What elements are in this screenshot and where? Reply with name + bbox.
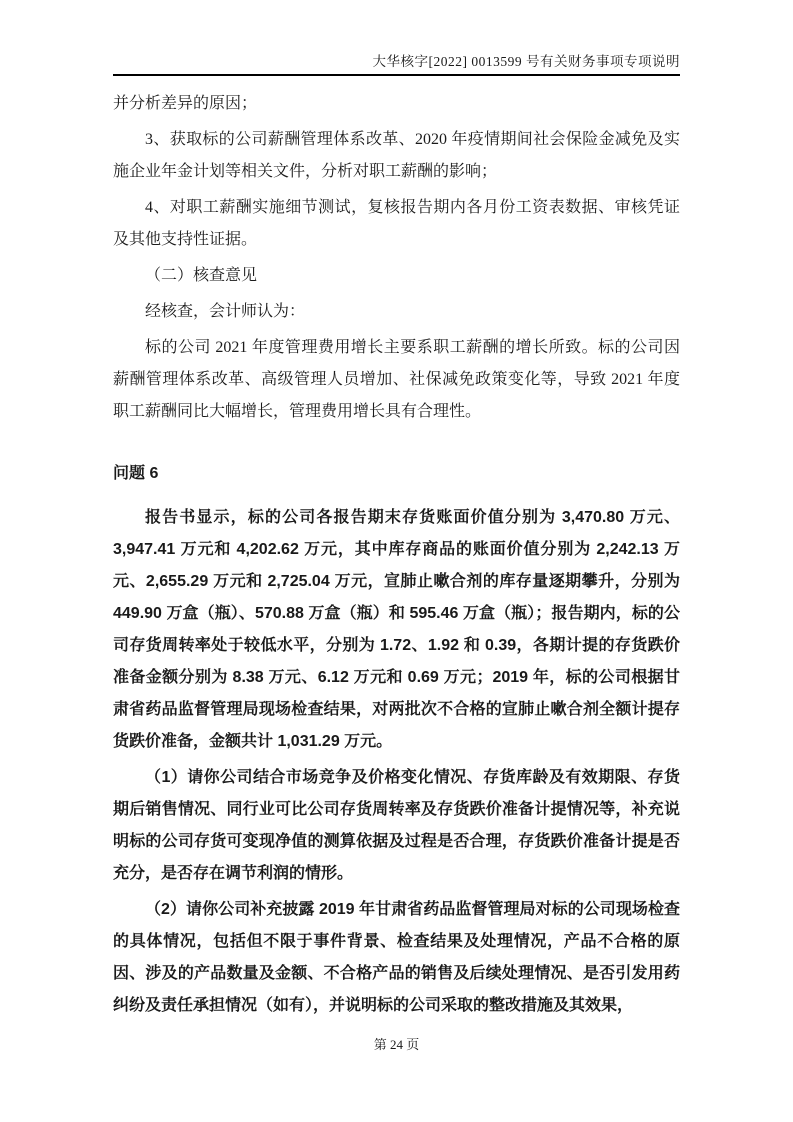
paragraph-procedure-3: 3、获取标的公司薪酬管理体系改革、2020 年疫情期间社会保险金减免及实施企业年金计划等相关文件，分析对职工薪酬的影响；	[113, 131, 680, 180]
paragraph-subsection-title: （二）核查意见	[145, 267, 258, 284]
paragraph-continuation: 并分析差异的原因；	[113, 95, 258, 112]
page-footer	[0, 1036, 793, 1054]
paragraph-question6-background: 报告书显示，标的公司各报告期末存货账面价值分别为 3,470.80 万元、3,947.41 万元和 4,202.62 万元，其中库存商品的账面价值分别为 2,242.13 万元、2,655.29 万元和 2,725.04 万元，宣肺止嗽合剂的库存量逐期攀升，分别为 449.90 万盒（瓶）、570.88 万盒（瓶）和 595.46 万盒（瓶）；报告期内，标的公司存货周转率处于较低水平，分别为 1.72、1.92 和 0.39，各期计提的存货跌价准备金额分别为 8.38 万元、6.12 万元和 0.69 万元；2019 年，标的公司根据甘肃省药品监督管理局现场检查结果，对两批次不合格的宣肺止嗽合剂全额计提存货跌价准备，金额共计 1,031.29 万元。	[113, 509, 680, 750]
header-rule	[113, 74, 680, 76]
page-header	[113, 53, 680, 76]
page-number: 第 24 页	[373, 1037, 420, 1052]
paragraph-opinion-lead: 经核查，会计师认为：	[145, 303, 306, 320]
paragraph-question6-item-2: （2）请你公司补充披露 2019 年甘肃省药品监督管理局对标的公司现场检查的具体情况，包括但不限于事件背景、检查结果及处理情况，产品不合格的原因、涉及的产品数量及金额、不合格产品的销售及后续处理情况、是否引发用药纠纷及责任承担情况（如有），并说明标的公司采取的整改措施及其效果，	[113, 901, 680, 1014]
header-title: 大华核字[2022] 0013599 号有关财务事项专项说明	[372, 54, 680, 69]
paragraph-question6-item-1: （1）请你公司结合市场竞争及价格变化情况、存货库龄及有效期限、存货期后销售情况、同行业可比公司存货周转率及存货跌价准备计提情况等，补充说明标的公司存货可变现净值的测算依据及过程是否合理，存货跌价准备计提是否充分，是否存在调节利润的情形。	[113, 769, 680, 882]
section-heading-question-6: 问题 6	[113, 465, 159, 482]
paragraph-opinion-body: 标的公司 2021 年度管理费用增长主要系职工薪酬的增长所致。标的公司因薪酬管理体系改革、高级管理人员增加、社保减免政策变化等，导致 2021 年度职工薪酬同比大幅增长，管理费用增长具有合理性。	[113, 339, 680, 420]
document-body	[113, 88, 680, 1026]
paragraph-procedure-4: 4、对职工薪酬实施细节测试，复核报告期内各月份工资表数据、审核凭证及其他支持性证据。	[113, 199, 680, 248]
